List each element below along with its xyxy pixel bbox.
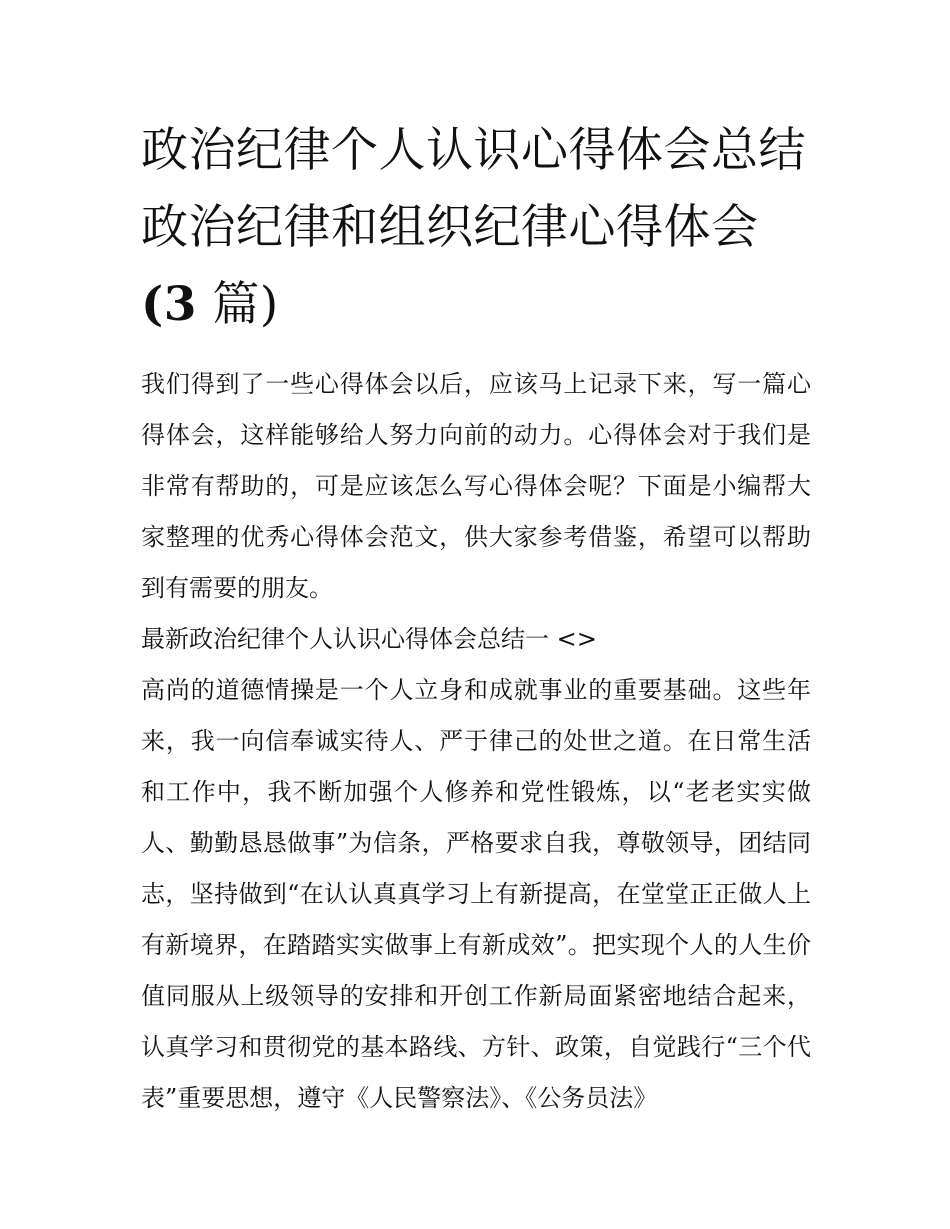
document-content [141, 112, 811, 1124]
title-count: (3 [141, 277, 197, 332]
section-heading: 最新政治纪律个人认识心得体会总结一 <> [141, 625, 597, 653]
intro-paragraph: 我们得到了一些心得体会以后，应该马上记录下来，写一篇心得体会，这样能够给人努力向前的动力。心得体会对于我们是非常有帮助的，可是应该怎么写心得体会呢？下面是小编帮大家整理的优秀心得体会范文，供大家参考借鉴，希望可以帮助到有需要的朋友。 [141, 370, 811, 602]
title-text: 政治纪律个人认识心得体会总结 政治纪律和组织纪律心得体会 [141, 123, 806, 255]
body-paragraph: 高尚的道德情操是一个人立身和成就事业的重要基础。这些年来，我一向信奉诚实待人、严于律己的处世之道。在日常生活和工作中，我不断加强个人修养和党性锻炼，以“老老实实做人、勤勤恳恳做事”为信条，严格要求自我，尊敬领导，团结同志，坚持做到“在认认真真学习上有新提高，在堂堂正正做人上有新境界，在踏踏实实做事上有新成效”。把实现个人的人生价值同服从上级领导的安排和开创工作新局面紧密地结合起来，认真学习和贯彻党的基本路线、方针、政策，自觉践行“三个代表”重要思想，遵守《人民警察法》、《公务员法》 [141, 676, 811, 1112]
title-suffix: 篇) [196, 277, 279, 332]
document-title [141, 112, 811, 343]
